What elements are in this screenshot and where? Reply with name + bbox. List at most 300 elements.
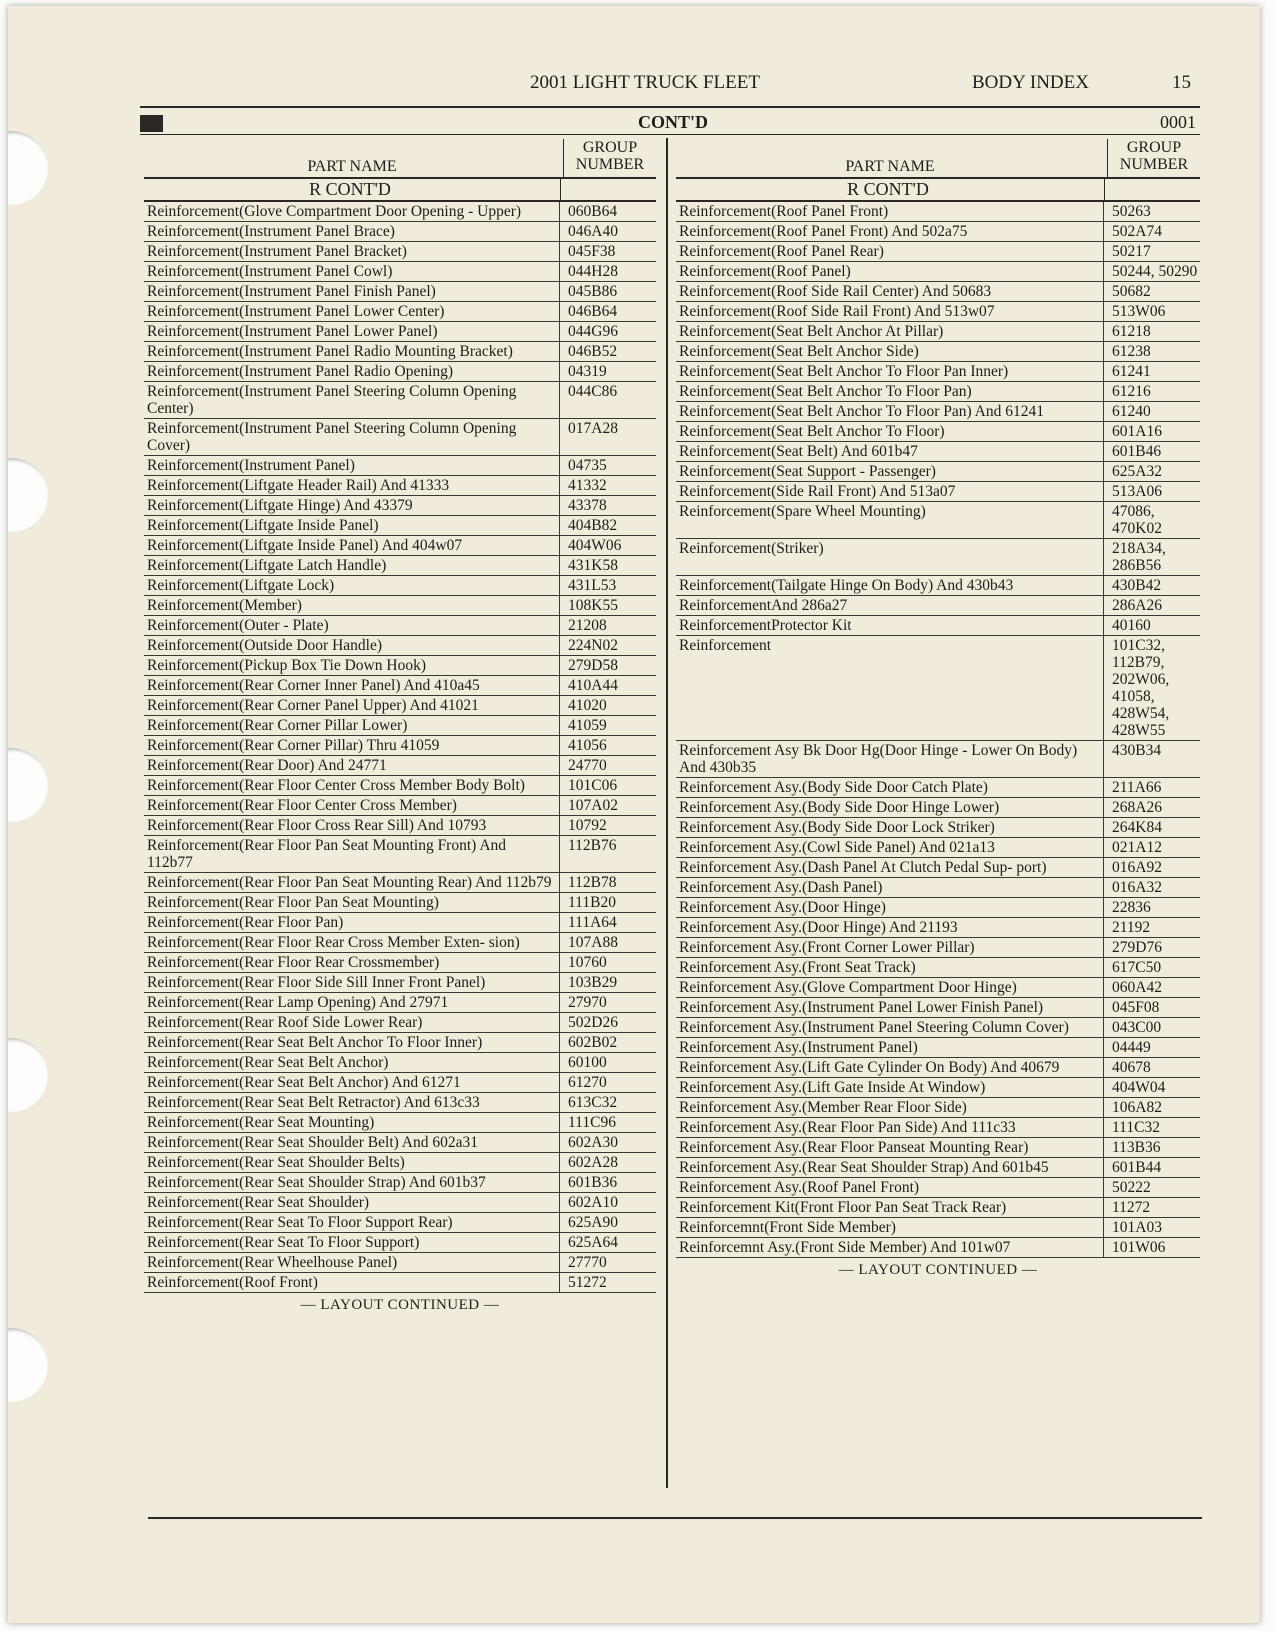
group-number-cell: 045F08 bbox=[1103, 998, 1200, 1017]
group-number-cell: 51272 bbox=[559, 1273, 656, 1292]
group-number-cell: 111C32 bbox=[1103, 1118, 1200, 1137]
part-name-cell: Reinforcement(Rear Floor Center Cross Member) bbox=[147, 797, 457, 814]
part-name-cell: Reinforcement(Rear Floor Rear Crossmember) bbox=[147, 954, 440, 971]
part-name-cell: Reinforcement(Rear Floor Pan Seat Mounting Front) And 112b77 bbox=[147, 837, 507, 871]
table-row bbox=[144, 656, 656, 676]
group-number-cell: 513W06 bbox=[1103, 302, 1200, 321]
part-name-cell: Reinforcement Asy.(Lift Gate Cylinder On Body) And 40679 bbox=[679, 1059, 1060, 1076]
table-row bbox=[676, 1218, 1200, 1238]
part-name-cell: Reinforcement(Rear Floor Side Sill Inner Front Panel) bbox=[147, 974, 486, 991]
part-name-cell: Reinforcement(Rear Seat To Floor Support Rear) bbox=[147, 1214, 453, 1231]
table-row bbox=[676, 858, 1200, 878]
part-name-cell: ReinforcementProtector Kit bbox=[679, 617, 852, 634]
table-row bbox=[144, 716, 656, 736]
group-number-cell: 264K84 bbox=[1103, 818, 1200, 837]
group-number-cell: 50263 bbox=[1103, 202, 1200, 221]
table-row bbox=[144, 496, 656, 516]
part-name-cell: Reinforcement(Roof Panel Front) And 502a75 bbox=[679, 223, 968, 240]
group-number-cell: 61218 bbox=[1103, 322, 1200, 341]
table-row bbox=[144, 953, 656, 973]
left-rows bbox=[144, 202, 656, 1293]
section-marker bbox=[140, 115, 163, 132]
table-row bbox=[676, 1158, 1200, 1178]
part-name-cell: Reinforcement Asy.(Rear Seat Shoulder Strap) And 601b45 bbox=[679, 1159, 1049, 1176]
layout-continued-right: — LAYOUT CONTINUED — bbox=[838, 1262, 1038, 1278]
part-name-cell: Reinforcement bbox=[679, 637, 772, 654]
table-row bbox=[676, 482, 1200, 502]
group-number-cell: 43378 bbox=[559, 496, 656, 515]
part-name-cell: Reinforcement Asy.(Body Side Door Catch Plate) bbox=[679, 779, 988, 796]
group-number-cell: 50222 bbox=[1103, 1178, 1200, 1197]
part-name-cell: Reinforcement Asy.(Dash Panel) bbox=[679, 879, 883, 896]
group-number-cell: 101A03 bbox=[1103, 1218, 1200, 1237]
table-row bbox=[144, 536, 656, 556]
part-name-cell: Reinforcement Asy.(Door Hinge) bbox=[679, 899, 886, 916]
part-name-cell: Reinforcement(Instrument Panel Lower Center) bbox=[147, 303, 445, 320]
table-row bbox=[676, 202, 1200, 222]
part-name-cell: Reinforcement(Instrument Panel Brace) bbox=[147, 223, 395, 240]
group-number-cell: 617C50 bbox=[1103, 958, 1200, 977]
group-number-cell: 602A10 bbox=[559, 1193, 656, 1212]
group-number-cell: 50244, 50290 bbox=[1103, 262, 1200, 281]
binder-hole bbox=[8, 458, 48, 532]
part-name-cell: Reinforcement Asy.(Dash Panel At Clutch Pedal Sup- port) bbox=[679, 859, 1047, 876]
group-number-cell: 41059 bbox=[559, 716, 656, 735]
part-name-cell: Reinforcement(Rear Seat Belt Anchor) And 61271 bbox=[147, 1074, 461, 1091]
part-name-cell: Reinforcement(Rear Floor Rear Cross Member Exten- sion) bbox=[147, 934, 520, 951]
layout-continued-left: — LAYOUT CONTINUED — bbox=[300, 1297, 500, 1313]
group-number-cell: 044H28 bbox=[559, 262, 656, 281]
group-number-cell: 27970 bbox=[559, 993, 656, 1012]
part-name-cell: Reinforcement(Roof Side Rail Front) And 513w07 bbox=[679, 303, 995, 320]
document-title: 2001 LIGHT TRUCK FLEET bbox=[530, 72, 760, 93]
left-column-header bbox=[144, 139, 656, 179]
group-number-cell: 107A02 bbox=[559, 796, 656, 815]
table-row bbox=[144, 973, 656, 993]
table-row bbox=[144, 933, 656, 953]
part-name-cell: Reinforcement(Tailgate Hinge On Body) And 430b43 bbox=[679, 577, 1014, 594]
group-number-cell: 431K58 bbox=[559, 556, 656, 575]
table-row bbox=[676, 1078, 1200, 1098]
part-name-cell: Reinforcement(Liftgate Inside Panel) bbox=[147, 517, 379, 534]
part-name-cell: Reinforcement(Rear Corner Panel Upper) And 41021 bbox=[147, 697, 479, 714]
table-row bbox=[676, 362, 1200, 382]
group-number-cell: 016A92 bbox=[1103, 858, 1200, 877]
group-number-cell: 502D26 bbox=[559, 1013, 656, 1032]
table-row bbox=[144, 776, 656, 796]
group-number-cell: 40678 bbox=[1103, 1058, 1200, 1077]
group-number-cell: 046B52 bbox=[559, 342, 656, 361]
group-number-cell: 61240 bbox=[1103, 402, 1200, 421]
part-name-cell: Reinforcement(Rear Seat Shoulder Belt) And 602a31 bbox=[147, 1134, 479, 1151]
group-number-cell: 060A42 bbox=[1103, 978, 1200, 997]
group-number-cell: 625A90 bbox=[559, 1213, 656, 1232]
part-name-cell: Reinforcement(Seat Belt Anchor To Floor Pan) And 61241 bbox=[679, 403, 1044, 420]
table-row bbox=[676, 382, 1200, 402]
table-row bbox=[144, 456, 656, 476]
part-name-cell: Reinforcement(Rear Seat Shoulder Strap) And 601b37 bbox=[147, 1174, 486, 1191]
part-name-cell: Reinforcement(Side Rail Front) And 513a07 bbox=[679, 483, 956, 500]
group-number-cell: 502A74 bbox=[1103, 222, 1200, 241]
table-row bbox=[676, 958, 1200, 978]
group-number-cell: 111C96 bbox=[559, 1113, 656, 1132]
group-number-cell: 40160 bbox=[1103, 616, 1200, 635]
table-row bbox=[676, 818, 1200, 838]
group-number-cell: 106A82 bbox=[1103, 1098, 1200, 1117]
part-name-cell: Reinforcement(Instrument Panel Cowl) bbox=[147, 263, 393, 280]
group-number-cell: 112B78 bbox=[559, 873, 656, 892]
group-number-cell: 404W06 bbox=[559, 536, 656, 555]
part-name-cell: Reinforcement(Rear Seat Shoulder Belts) bbox=[147, 1154, 405, 1171]
part-name-cell: Reinforcement(Rear Corner Pillar Lower) bbox=[147, 717, 408, 734]
group-number-cell: 431L53 bbox=[559, 576, 656, 595]
table-row bbox=[144, 222, 656, 242]
group-number-cell: 21208 bbox=[559, 616, 656, 635]
column-divider bbox=[666, 138, 668, 1488]
table-row bbox=[676, 1018, 1200, 1038]
table-row bbox=[144, 1273, 656, 1293]
part-name-cell: Reinforcement(Rear Floor Center Cross Member Body Bolt) bbox=[147, 777, 525, 794]
table-row bbox=[144, 596, 656, 616]
group-number-cell: 046A40 bbox=[559, 222, 656, 241]
table-row bbox=[144, 1053, 656, 1073]
group-number-cell: 602A28 bbox=[559, 1153, 656, 1172]
group-number-cell: 10760 bbox=[559, 953, 656, 972]
part-name-cell: Reinforcement(Rear Wheelhouse Panel) bbox=[147, 1254, 398, 1271]
part-name-cell: Reinforcement(Outside Door Handle) bbox=[147, 637, 383, 654]
part-name-cell: Reinforcement(Rear Floor Cross Rear Sill) And 10793 bbox=[147, 817, 487, 834]
table-row bbox=[144, 419, 656, 456]
part-name-cell: Reinforcement Asy.(Instrument Panel Steering Column Cover) bbox=[679, 1019, 1069, 1036]
part-name-cell: Reinforcement(Liftgate Header Rail) And 41333 bbox=[147, 477, 450, 494]
group-number-cell: 04319 bbox=[559, 362, 656, 381]
group-number-cell: 218A34, 286B56 bbox=[1103, 539, 1200, 575]
table-row bbox=[144, 342, 656, 362]
part-name-cell: Reinforcement(Roof Panel Front) bbox=[679, 203, 889, 220]
part-name-cell: Reinforcement(Rear Floor Pan Seat Mounting) bbox=[147, 894, 439, 911]
group-number-cell: 602A30 bbox=[559, 1133, 656, 1152]
group-number-cell: 41056 bbox=[559, 736, 656, 755]
table-row bbox=[144, 1213, 656, 1233]
binder-hole bbox=[8, 1328, 48, 1402]
group-number-cell: 22836 bbox=[1103, 898, 1200, 917]
table-row bbox=[676, 898, 1200, 918]
part-name-cell: Reinforcement(Rear Seat Shoulder) bbox=[147, 1194, 370, 1211]
group-number-cell: 410A44 bbox=[559, 676, 656, 695]
group-number-cell: 61241 bbox=[1103, 362, 1200, 381]
table-row bbox=[144, 736, 656, 756]
table-row bbox=[676, 1058, 1200, 1078]
part-name-cell: Reinforcement(Spare Wheel Mounting) bbox=[679, 503, 926, 520]
part-name-cell: Reinforcement(Liftgate Latch Handle) bbox=[147, 557, 387, 574]
binder-hole bbox=[8, 1038, 48, 1112]
part-name-cell: Reinforcement(Roof Side Rail Center) And 50683 bbox=[679, 283, 992, 300]
part-name-cell: Reinforcement(Seat Belt Anchor To Floor Pan) bbox=[679, 383, 972, 400]
table-row bbox=[144, 1013, 656, 1033]
group-number-cell: 27770 bbox=[559, 1253, 656, 1272]
table-row bbox=[144, 1133, 656, 1153]
group-number-header: GROUP NUMBER bbox=[1107, 139, 1200, 177]
table-row bbox=[676, 342, 1200, 362]
table-row bbox=[676, 402, 1200, 422]
table-row bbox=[144, 382, 656, 419]
part-name-cell: Reinforcement Asy.(Instrument Panel) bbox=[679, 1039, 918, 1056]
part-name-cell: Reinforcement Asy.(Instrument Panel Lower Finish Panel) bbox=[679, 999, 1044, 1016]
table-row bbox=[144, 1173, 656, 1193]
group-number-cell: 017A28 bbox=[559, 419, 656, 455]
part-name-cell: Reinforcement Asy.(Roof Panel Front) bbox=[679, 1179, 920, 1196]
part-name-cell: Reinforcemnt(Front Side Member) bbox=[679, 1219, 896, 1236]
part-name-cell: Reinforcement Asy.(Body Side Door Hinge Lower) bbox=[679, 799, 1000, 816]
part-name-cell: Reinforcement(Seat Belt Anchor To Floor) bbox=[679, 423, 945, 440]
table-row bbox=[676, 262, 1200, 282]
table-row bbox=[144, 993, 656, 1013]
group-number-cell: 04735 bbox=[559, 456, 656, 475]
part-name-cell: Reinforcement(Seat Belt Anchor At Pillar) bbox=[679, 323, 944, 340]
table-row bbox=[676, 576, 1200, 596]
group-number-cell: 601B36 bbox=[559, 1173, 656, 1192]
table-row bbox=[676, 838, 1200, 858]
table-row bbox=[676, 242, 1200, 262]
part-name-cell: Reinforcement(Instrument Panel Steering Column Opening Center) bbox=[147, 383, 517, 417]
part-name-cell: Reinforcement(Rear Seat Belt Retractor) And 613c33 bbox=[147, 1094, 480, 1111]
table-row bbox=[676, 1098, 1200, 1118]
table-row bbox=[676, 778, 1200, 798]
part-name-cell: Reinforcement Kit(Front Floor Pan Seat Track Rear) bbox=[679, 1199, 1007, 1216]
group-number-cell: 044G96 bbox=[559, 322, 656, 341]
table-row bbox=[676, 222, 1200, 242]
part-name-cell: Reinforcement Asy.(Lift Gate Inside At Window) bbox=[679, 1079, 986, 1096]
group-number-cell: 50217 bbox=[1103, 242, 1200, 261]
group-number-cell: 513A06 bbox=[1103, 482, 1200, 501]
table-row bbox=[144, 873, 656, 893]
part-name-cell: Reinforcement(Instrument Panel) bbox=[147, 457, 355, 474]
group-number-cell: 286A26 bbox=[1103, 596, 1200, 615]
table-row bbox=[676, 462, 1200, 482]
table-row bbox=[144, 913, 656, 933]
section-title: BODY INDEX bbox=[972, 72, 1089, 93]
section-code: 0001 bbox=[1160, 112, 1196, 132]
group-number-cell: 430B42 bbox=[1103, 576, 1200, 595]
group-number-cell: 113B36 bbox=[1103, 1138, 1200, 1157]
part-name-cell: Reinforcement Asy.(Cowl Side Panel) And 021a13 bbox=[679, 839, 995, 856]
binder-hole bbox=[8, 131, 48, 205]
part-name-cell: Reinforcemnt Asy.(Front Side Member) And 101w07 bbox=[679, 1239, 1011, 1256]
group-number-cell: 61270 bbox=[559, 1073, 656, 1092]
group-number-cell: 24770 bbox=[559, 756, 656, 775]
part-name-cell: Reinforcement(Rear Seat Belt Anchor) bbox=[147, 1054, 389, 1071]
table-row bbox=[144, 696, 656, 716]
table-row bbox=[144, 282, 656, 302]
table-row bbox=[676, 918, 1200, 938]
group-number-cell: 602B02 bbox=[559, 1033, 656, 1052]
group-number-cell: 21192 bbox=[1103, 918, 1200, 937]
table-row bbox=[676, 878, 1200, 898]
left-column bbox=[144, 139, 656, 1314]
group-number-cell: 021A12 bbox=[1103, 838, 1200, 857]
table-row bbox=[144, 362, 656, 382]
group-number-cell: 41020 bbox=[559, 696, 656, 715]
part-name-cell: Reinforcement(Rear Door) And 24771 bbox=[147, 757, 387, 774]
part-name-cell: Reinforcement(Instrument Panel Lower Panel) bbox=[147, 323, 438, 340]
table-row bbox=[144, 636, 656, 656]
part-name-cell: Reinforcement(Member) bbox=[147, 597, 302, 614]
part-name-cell: Reinforcement(Roof Front) bbox=[147, 1274, 318, 1291]
table-row bbox=[144, 756, 656, 776]
group-number-cell: 112B76 bbox=[559, 836, 656, 872]
part-name-cell: Reinforcement(Instrument Panel Finish Panel) bbox=[147, 283, 436, 300]
part-name-cell: Reinforcement(Instrument Panel Radio Opening) bbox=[147, 363, 454, 380]
group-number-cell: 211A66 bbox=[1103, 778, 1200, 797]
part-name-cell: Reinforcement(Liftgate Inside Panel) And 404w07 bbox=[147, 537, 463, 554]
group-number-cell: 101C32, 112B79, 202W06, 41058, 428W54, 428W55 bbox=[1103, 636, 1200, 740]
title-rule bbox=[140, 134, 1200, 135]
group-number-cell: 10792 bbox=[559, 816, 656, 835]
table-row bbox=[144, 616, 656, 636]
part-name-cell: Reinforcement(Roof Panel) bbox=[679, 263, 851, 280]
group-number-cell: 430B34 bbox=[1103, 741, 1200, 777]
group-number-cell: 601B44 bbox=[1103, 1158, 1200, 1177]
table-row bbox=[144, 893, 656, 913]
group-number-cell: 043C00 bbox=[1103, 1018, 1200, 1037]
part-name-cell: Reinforcement(Seat Support - Passenger) bbox=[679, 463, 936, 480]
group-number-cell: 111A64 bbox=[559, 913, 656, 932]
table-row bbox=[676, 1198, 1200, 1218]
part-name-cell: ReinforcementAnd 286a27 bbox=[679, 597, 848, 614]
group-number-cell: 61216 bbox=[1103, 382, 1200, 401]
part-name-cell: Reinforcement(Instrument Panel Steering Column Opening Cover) bbox=[147, 420, 517, 454]
group-number-cell: 625A32 bbox=[1103, 462, 1200, 481]
part-name-cell: Reinforcement(Striker) bbox=[679, 540, 824, 557]
part-name-cell: Reinforcement(Rear Corner Pillar) Thru 41059 bbox=[147, 737, 440, 754]
part-name-cell: Reinforcement(Roof Panel Rear) bbox=[679, 243, 884, 260]
table-row bbox=[676, 938, 1200, 958]
part-name-cell: Reinforcement Asy.(Door Hinge) And 21193 bbox=[679, 919, 958, 936]
group-number-cell: 279D58 bbox=[559, 656, 656, 675]
table-row bbox=[144, 262, 656, 282]
table-row bbox=[144, 676, 656, 696]
group-number-cell: 404W04 bbox=[1103, 1078, 1200, 1097]
table-row bbox=[144, 556, 656, 576]
part-name-cell: Reinforcement Asy.(Body Side Door Lock Striker) bbox=[679, 819, 995, 836]
part-name-cell: Reinforcement(Rear Corner Inner Panel) And 410a45 bbox=[147, 677, 480, 694]
table-row bbox=[144, 516, 656, 536]
group-number-cell: 404B82 bbox=[559, 516, 656, 535]
running-header bbox=[8, 72, 1260, 102]
table-row bbox=[676, 1138, 1200, 1158]
group-number-cell: 41332 bbox=[559, 476, 656, 495]
table-row bbox=[144, 1153, 656, 1173]
part-name-cell: Reinforcement(Outer - Plate) bbox=[147, 617, 329, 634]
part-name-cell: Reinforcement Asy Bk Door Hg(Door Hinge - Lower On Body) And 430b35 bbox=[679, 742, 1078, 776]
group-number-cell: 224N02 bbox=[559, 636, 656, 655]
table-row bbox=[144, 1093, 656, 1113]
group-number-cell: 60100 bbox=[559, 1053, 656, 1072]
table-row bbox=[144, 836, 656, 873]
table-row bbox=[676, 442, 1200, 462]
page-number: 15 bbox=[1172, 72, 1191, 93]
part-name-cell: Reinforcement(Seat Belt Anchor To Floor Pan Inner) bbox=[679, 363, 1009, 380]
table-row bbox=[144, 322, 656, 342]
group-number-cell: 103B29 bbox=[559, 973, 656, 992]
part-name-cell: Reinforcement(Liftgate Lock) bbox=[147, 577, 335, 594]
group-number-header: GROUP NUMBER bbox=[563, 139, 656, 177]
table-row bbox=[676, 798, 1200, 818]
part-name-cell: Reinforcement(Rear Seat Belt Anchor To Floor Inner) bbox=[147, 1034, 483, 1051]
table-row bbox=[144, 476, 656, 496]
group-number-cell: 268A26 bbox=[1103, 798, 1200, 817]
part-name-header: PART NAME bbox=[845, 158, 935, 175]
table-row bbox=[676, 1038, 1200, 1058]
group-number-cell: 601B46 bbox=[1103, 442, 1200, 461]
group-number-cell: 47086, 470K02 bbox=[1103, 502, 1200, 538]
table-row bbox=[144, 1033, 656, 1053]
part-name-cell: Reinforcement(Liftgate Hinge) And 43379 bbox=[147, 497, 413, 514]
table-row bbox=[676, 1118, 1200, 1138]
top-rule bbox=[140, 106, 1200, 108]
group-number-cell: 111B20 bbox=[559, 893, 656, 912]
table-row bbox=[676, 998, 1200, 1018]
bottom-rule bbox=[148, 1517, 1202, 1519]
part-name-cell: Reinforcement(Seat Belt) And 601b47 bbox=[679, 443, 918, 460]
table-row bbox=[676, 322, 1200, 342]
table-row bbox=[676, 1238, 1200, 1258]
group-number-cell: 601A16 bbox=[1103, 422, 1200, 441]
letter-heading: R CONT'D bbox=[676, 179, 1200, 202]
group-number-cell: 625A64 bbox=[559, 1233, 656, 1252]
table-row bbox=[144, 1073, 656, 1093]
group-number-cell: 060B64 bbox=[559, 202, 656, 221]
table-row bbox=[144, 1253, 656, 1273]
group-number-cell: 101C06 bbox=[559, 776, 656, 795]
table-row bbox=[676, 616, 1200, 636]
table-row bbox=[676, 741, 1200, 778]
table-row bbox=[144, 816, 656, 836]
letter-heading: R CONT'D bbox=[144, 179, 656, 202]
binder-hole bbox=[8, 748, 48, 822]
part-name-cell: Reinforcement(Rear Roof Side Lower Rear) bbox=[147, 1014, 423, 1031]
right-rows bbox=[676, 202, 1200, 1258]
part-name-cell: Reinforcement Asy.(Front Seat Track) bbox=[679, 959, 916, 976]
table-row bbox=[676, 636, 1200, 741]
part-name-cell: Reinforcement(Instrument Panel Radio Mounting Bracket) bbox=[147, 343, 513, 360]
table-row bbox=[144, 302, 656, 322]
part-name-cell: Reinforcement(Glove Compartment Door Opening - Upper) bbox=[147, 203, 522, 220]
group-number-cell: 044C86 bbox=[559, 382, 656, 418]
part-name-cell: Reinforcement(Rear Floor Pan Seat Mounting Rear) And 112b79 bbox=[147, 874, 552, 891]
group-number-cell: 50682 bbox=[1103, 282, 1200, 301]
table-row bbox=[144, 576, 656, 596]
group-number-cell: 279D76 bbox=[1103, 938, 1200, 957]
part-name-cell: Reinforcement Asy.(Glove Compartment Door Hinge) bbox=[679, 979, 1017, 996]
part-name-cell: Reinforcement(Seat Belt Anchor Side) bbox=[679, 343, 919, 360]
part-name-cell: Reinforcement Asy.(Rear Floor Panseat Mounting Rear) bbox=[679, 1139, 1029, 1156]
part-name-cell: Reinforcement(Pickup Box Tie Down Hook) bbox=[147, 657, 426, 674]
table-row bbox=[676, 978, 1200, 998]
table-row bbox=[144, 1193, 656, 1213]
part-name-cell: Reinforcement(Instrument Panel Bracket) bbox=[147, 243, 407, 260]
group-number-cell: 613C32 bbox=[559, 1093, 656, 1112]
group-number-cell: 04449 bbox=[1103, 1038, 1200, 1057]
group-number-cell: 045B86 bbox=[559, 282, 656, 301]
part-name-cell: Reinforcement Asy.(Rear Floor Pan Side) And 111c33 bbox=[679, 1119, 1016, 1136]
table-row bbox=[144, 796, 656, 816]
table-row bbox=[676, 1178, 1200, 1198]
contd-title: CONT'D bbox=[638, 112, 709, 132]
table-row bbox=[144, 242, 656, 262]
part-name-cell: Reinforcement Asy.(Front Corner Lower Pillar) bbox=[679, 939, 975, 956]
part-name-cell: Reinforcement(Rear Seat To Floor Support) bbox=[147, 1234, 420, 1251]
